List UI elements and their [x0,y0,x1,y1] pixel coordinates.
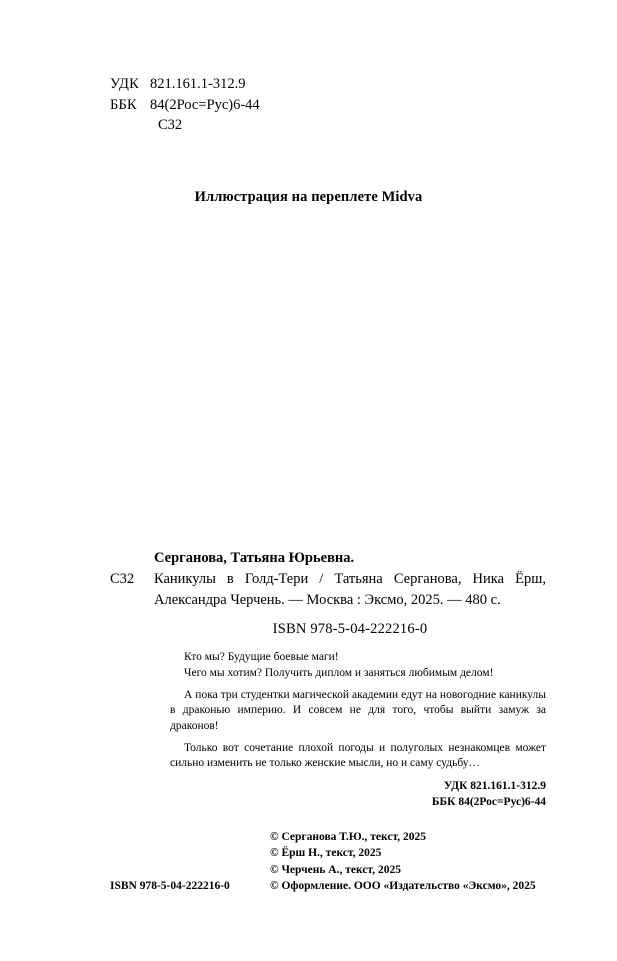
cover-illustration-credit: Иллюстрация на переплете Midva [194,189,423,205]
bbk-row [110,95,260,116]
record-author: Серганова, Татьяна Юрьевна. [154,550,355,566]
copyright-line: © Серганова Т.Ю., текст, 2025 [270,831,427,843]
annotation-paragraph: Чего мы хотим? Получить диплом и заняться любимым делом! [184,666,494,679]
bbk-value: 84(2Рос=Рус)6-44 [150,96,260,113]
annotation-paragraph: А пока три студентки магической академии едут на новогодние каникулы в драконью империю. И совсем не для того, чтобы выйти замуж за драконов! [170,689,546,732]
copyright-block [110,829,546,894]
udk-row [110,74,260,95]
isbn-main: ISBN 978-5-04-222216-0 [272,621,428,638]
record-sigil: С32 [110,571,135,588]
annotation-paragraph: Кто мы? Будущие боевые маги! [184,651,339,664]
record-description: Каникулы в Голд-Тери / Татьяна Серганова, Ника Ёрш, Александра Черчень. — Москва : Эксмо, 2025. — 480 с. [154,571,546,608]
copyright-last-row [110,878,546,894]
author-sign-row [110,115,260,136]
isbn-footer: ISBN 978-5-04-222216-0 [110,879,230,892]
annotation-paragraph: Только вот сочетание плохой погоды и полуголых незнакомцев может сильно изменить не только женские мысли, но и саму судьбу… [170,741,546,770]
copyright-line: © Ёрш Н., текст, 2025 [270,847,382,860]
annotation-block [170,650,546,771]
author-sign-label [110,115,150,136]
author-sign-value: С32 [158,117,183,134]
bbk-label: ББК [110,96,137,113]
udk-value: 821.161.1-312.9 [150,76,246,92]
record-body [110,569,546,610]
copyright-line: © Черчень А., текст, 2025 [270,863,401,876]
udk-label: УДК [110,76,139,92]
bibliographic-record [110,548,546,810]
udk-repeat-block [170,779,546,810]
bbk-repeat: ББК 84(2Рос=Рус)6-44 [431,795,546,808]
classification-block [110,74,260,136]
udk-repeat: УДК 821.161.1-312.9 [443,780,546,793]
copyright-line: © Оформление. ООО «Издательство «Эксмо», 2025 [270,879,536,892]
